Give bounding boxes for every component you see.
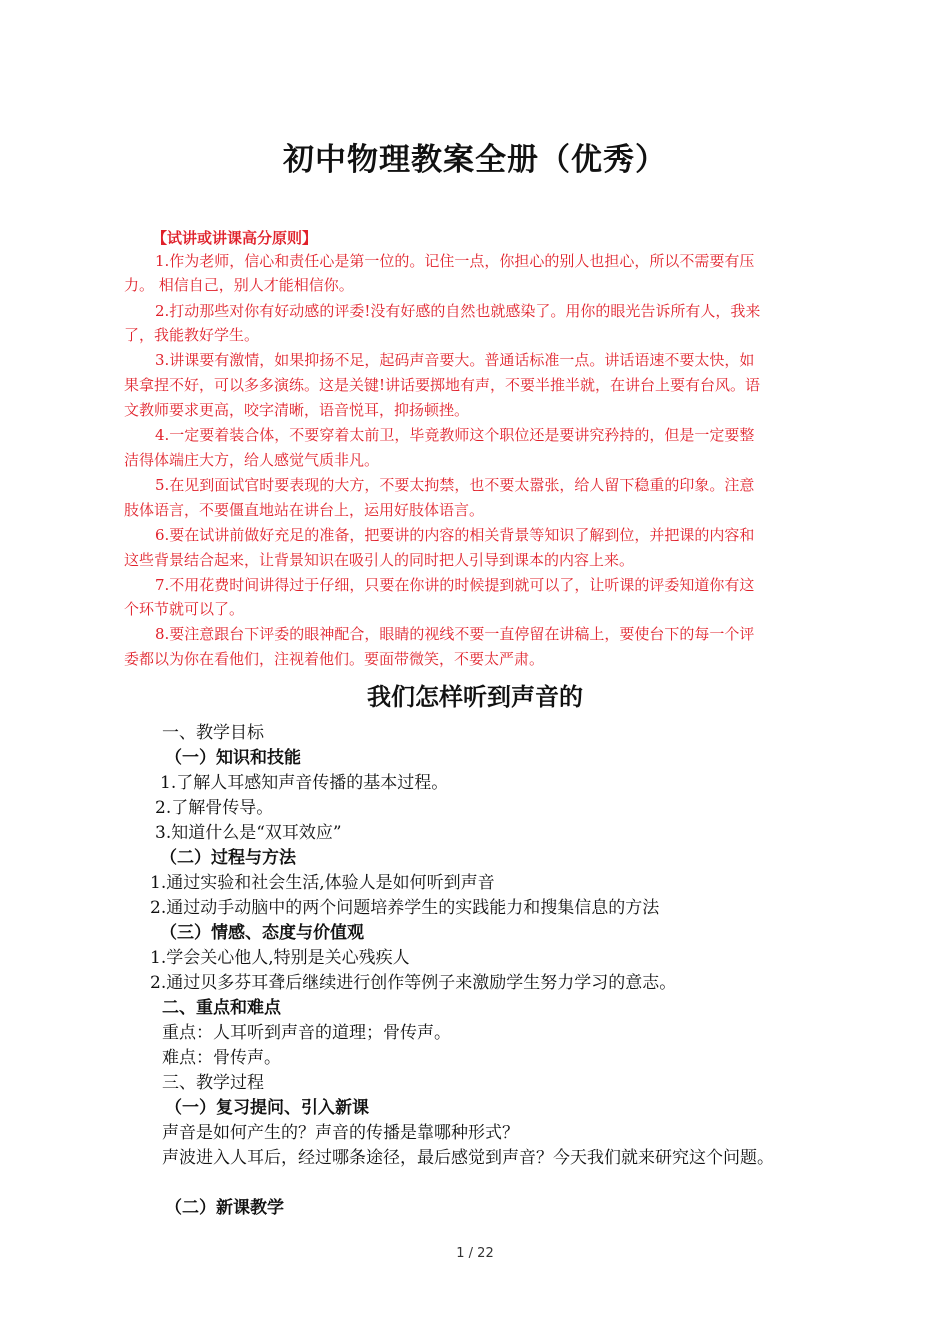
lesson-title: 我们怎样听到声音的 xyxy=(367,683,583,711)
document-title: 初中物理教案全册（优秀） xyxy=(283,142,667,178)
body-line: 2.通过贝多芬耳聋后继续进行创作等例子来激励学生努力学习的意志。 xyxy=(150,973,677,993)
body-line: 难点：骨传声。 xyxy=(162,1048,281,1068)
subsection-heading: （三）情感、态度与价值观 xyxy=(160,923,364,943)
principle-line: 个环节就可以了。 xyxy=(124,600,245,618)
page-indicator: 1 / 22 xyxy=(456,1246,494,1261)
principle-line: 果拿捏不好，可以多多演练。这是关键!讲话要掷地有声，不要半推半就，在讲台上要有台风。语 xyxy=(124,376,761,394)
principles-heading: 【试讲或讲课高分原则】 xyxy=(152,229,318,247)
principle-line: 肢体语言，不要僵直地站在讲台上，运用好肢体语言。 xyxy=(124,501,485,519)
body-line: 2.了解骨传导。 xyxy=(155,798,274,818)
section-heading: 一、教学目标 xyxy=(162,723,264,743)
body-line: 2.通过动手动脑中的两个问题培养学生的实践能力和搜集信息的方法 xyxy=(150,898,660,918)
body-line: 1.了解人耳感知声音传播的基本过程。 xyxy=(160,773,449,793)
principle-line: 3.讲课要有激情，如果抑扬不足，起码声音要大。普通话标准一点。讲话语速不要太快，如 xyxy=(155,351,755,369)
principle-line: 1.作为老师，信心和责任心是第一位的。记住一点，你担心的别人也担心，所以不需要有压 xyxy=(155,252,755,270)
body-line: 重点：人耳听到声音的道理；骨传声。 xyxy=(162,1023,451,1043)
body-line: 3.知道什么是“双耳效应” xyxy=(155,823,342,843)
principle-line: 委都以为你在看他们，注视着他们。要面带微笑，不要太严肃。 xyxy=(124,650,545,668)
body-line: 1.学会关心他人,特别是关心残疾人 xyxy=(150,948,410,968)
subsection-heading: （一）知识和技能 xyxy=(165,748,301,768)
section-heading: 三、教学过程 xyxy=(162,1073,264,1093)
principle-line: 4.一定要着装合体，不要穿着太前卫，毕竟教师这个职位还是要讲究矜持的，但是一定要整 xyxy=(155,426,755,444)
principle-line: 这些背景结合起来，让背景知识在吸引人的同时把人引导到课本的内容上来。 xyxy=(124,551,635,569)
principle-line: 6.要在试讲前做好充足的准备，把要讲的内容的相关背景等知识了解到位，并把课的内容和 xyxy=(155,526,755,544)
principle-line: 5.在见到面试官时要表现的大方，不要太拘禁，也不要太嚣张，给人留下稳重的印象。注意 xyxy=(155,476,755,494)
principle-line: 力。 相信自己，别人才能相信你。 xyxy=(124,276,354,294)
principle-line: 文教师要求更高，咬字清晰，语音悦耳，抑扬顿挫。 xyxy=(124,401,470,419)
subsection-heading: （一）复习提问、引入新课 xyxy=(165,1098,369,1118)
principle-line: 了，我能教好学生。 xyxy=(124,326,260,344)
body-line: 1.通过实验和社会生活,体验人是如何听到声音 xyxy=(150,873,495,893)
section-heading: 二、重点和难点 xyxy=(162,998,281,1018)
body-line: 声音是如何产生的？声音的传播是靠哪种形式？ xyxy=(162,1123,519,1143)
body-line: 声波进入人耳后，经过哪条途径，最后感觉到声音？今天我们就来研究这个问题。 xyxy=(162,1148,774,1168)
subsection-heading: （二）新课教学 xyxy=(165,1198,284,1218)
principle-line: 7.不用花费时间讲得过于仔细，只要在你讲的时候提到就可以了，让听课的评委知道你有这 xyxy=(155,576,755,594)
principle-line: 2.打动那些对你有好动感的评委!没有好感的自然也就感染了。用你的眼光告诉所有人，我来 xyxy=(155,302,761,320)
principle-line: 8.要注意跟台下评委的眼神配合，眼睛的视线不要一直停留在讲稿上，要使台下的每一个评 xyxy=(155,625,755,643)
principle-line: 洁得体端庄大方，给人感觉气质非凡。 xyxy=(124,451,380,469)
subsection-heading: （二）过程与方法 xyxy=(160,848,296,868)
